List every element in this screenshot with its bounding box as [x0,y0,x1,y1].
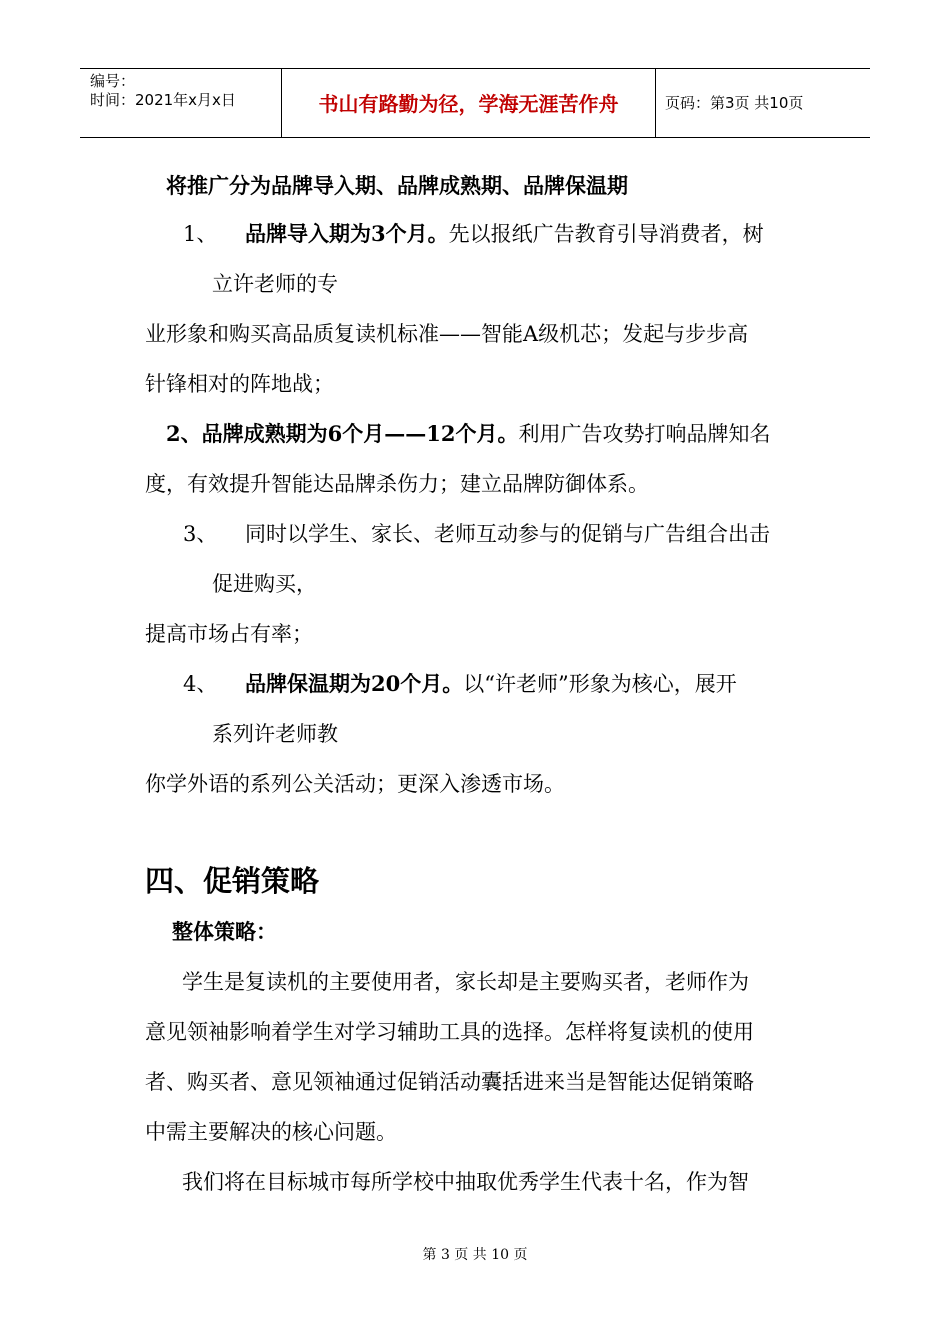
subheading: 整体策略： [172,920,277,944]
footer-page-number: 第 3 页 共 10 页 [422,1247,528,1263]
header-info-cell [80,69,280,137]
intro-line: 将推广分为品牌导入期、品牌成熟期、品牌保温期 [166,173,628,198]
item4-cont2: 你学外语的系列公关活动；更深入渗透市场。 [145,772,565,796]
item1-cont2: 业形象和购买高品质复读机标准——智能A级机芯；发起与步步高 [145,322,749,346]
motto: 书山有路勤为径，学海无涯苦作舟 [318,92,619,116]
item4-cont1: 系列许老师教 [212,722,338,746]
item2-line [166,420,770,448]
item1-cont3: 针锋相对的阵地战； [145,372,334,396]
item3-cont1: 促进购买， [212,572,317,596]
item1-line [245,220,764,248]
item2-bold: 2、品牌成熟期为6个月——12个月。 [166,421,519,446]
section-heading: 四、促销策略 [145,864,320,898]
item3-text: 同时以学生、家长、老师互动参与的促销与广告组合出击 [245,522,770,546]
item1-cont1: 立许老师的专 [212,272,338,296]
para1-line4: 中需主要解决的核心问题。 [145,1120,397,1144]
item3-cont2: 提高市场占有率； [145,622,313,646]
header-page-cell [655,69,870,137]
header-motto-cell [281,69,656,137]
number-label: 编号： [90,72,136,90]
page-info: 页码：第3页 共10页 [665,94,804,112]
item4-line [245,670,737,698]
item4-bold: 品牌保温期为20个月。 [245,671,464,696]
para1-line1: 学生是复读机的主要使用者，家长却是主要购买者，老师作为 [182,970,749,994]
item1-bold: 品牌导入期为3个月。 [245,221,449,246]
time-label: 时间：2021年x月x日 [90,91,236,109]
item4-number: 4、 [183,672,218,696]
header-table [80,68,870,138]
item1-text: 先以报纸广告教育引导消费者，树 [448,222,764,246]
para1-line3: 者、购买者、意见领袖通过促销活动囊括进来当是智能达促销策略 [145,1070,754,1094]
item2-cont: 度，有效提升智能达品牌杀伤力；建立品牌防御体系。 [145,472,649,496]
item2-text: 利用广告攻势打响品牌知名 [518,422,771,446]
item3-number: 3、 [183,522,218,546]
para1-line2: 意见领袖影响着学生对学习辅助工具的选择。怎样将复读机的使用 [145,1020,754,1044]
item1-number: 1、 [183,222,218,246]
para2-line1: 我们将在目标城市每所学校中抽取优秀学生代表十名，作为智 [182,1170,749,1194]
item4-text: 以“许老师”形象为核心，展开 [463,672,737,696]
